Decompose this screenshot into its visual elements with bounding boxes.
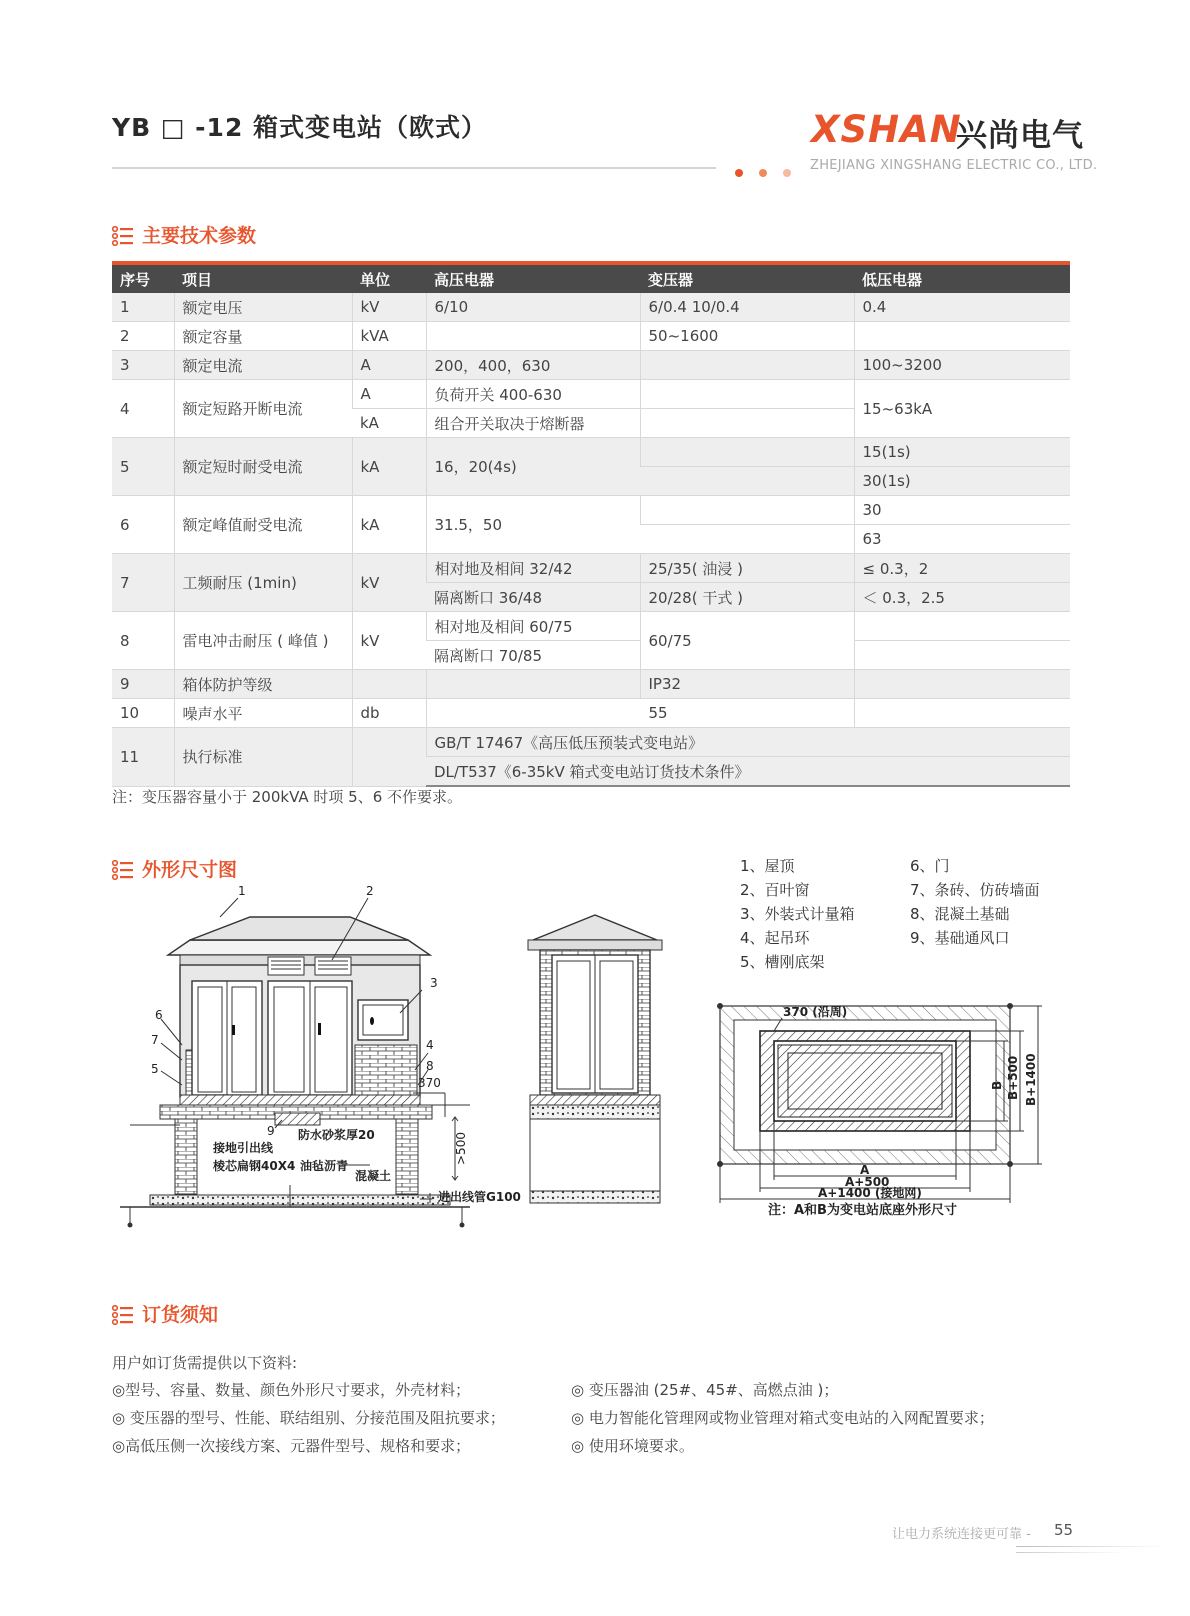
legend-item: 3、外装式计量箱 [740,905,855,923]
plan-dim-a1400: A+1400 (接地网) [818,1186,922,1200]
label-concrete: 混凝土 [355,1169,392,1183]
table-row [112,554,1070,583]
dim-370: 370 [418,1076,441,1090]
table-cell: 30(1s) [854,467,1070,496]
plan-dim-a500: A+500 [845,1175,890,1189]
table-cell: kV [352,293,426,322]
table-cell: 相对地及相间 32/42 [426,554,640,583]
header-rule [112,167,716,169]
table-row [112,322,1070,351]
table-cell: 箱体防护等级 [174,670,352,699]
table-cell [640,496,854,525]
table-row [112,380,1070,409]
table-row [112,612,1070,641]
table-cell: 63 [854,525,1070,554]
side-elevation [528,915,662,1203]
table-cell: 16，20(4s) [426,438,640,496]
table-cell: 8 [112,612,174,670]
table-cell: 9 [112,670,174,699]
col-header: 序号 [112,263,174,293]
logo-chinese: 兴尚电气 [956,118,1084,154]
label-felt: 油毡沥青 [300,1159,349,1173]
dot-3 [783,169,791,177]
legend-item: 1、屋顶 [740,857,795,875]
callout-7: 7 [151,1033,159,1047]
legend-right [910,854,1040,950]
page-title: YB □ -12 箱式变电站（欧式） [112,113,488,142]
table-cell: 5 [112,438,174,496]
table-cell: kA [352,438,426,496]
legend-item: 8、混凝土基础 [910,905,1010,923]
table-cell: 3 [112,351,174,380]
table-cell: 55 [426,699,854,728]
table-cell: A [352,380,426,409]
table-cell: 50~1600 [640,322,854,351]
plan-dim-370: 370 (沿周) [783,1005,848,1019]
table-cell: DL/T537《6-35kV 箱式变电站订货技术条件》 [426,757,1070,787]
plan-drawing [710,998,1070,1243]
table-cell [854,699,1070,728]
table-cell: 组合开关取决于熔断器 [426,409,640,438]
section-title: 主要技术参数 [142,225,257,247]
table-cell: 25/35( 油浸 ) [640,554,854,583]
legend-item: 4、起吊环 [740,929,810,947]
table-cell: 15(1s) [854,438,1070,467]
table-cell: A [352,351,426,380]
footer-rule [1016,1546,1166,1547]
table-cell: 100~3200 [854,351,1070,380]
table-cell: kVA [352,322,426,351]
front-elevation [120,898,470,1228]
table-cell: 额定电流 [174,351,352,380]
section-heading-dimensions [112,855,237,882]
label-grounding-lead: 接地引出线 [213,1141,274,1155]
list-item: ◎高低压侧一次接线方案、元器件型号、规格和要求； [112,1437,471,1455]
callout-6: 6 [155,1008,163,1022]
list-icon [112,226,134,246]
label-flat-steel: 棱芯扁钢40X4 [213,1159,296,1173]
table-row [112,728,1070,757]
table-cell: 20/28( 干式 ) [640,583,854,612]
table-cell: kV [352,612,426,670]
section-title: 外形尺寸图 [142,859,238,881]
table-row [112,670,1070,699]
footer-rule [1016,1552,1126,1553]
label-conduit: 进出线管G100 [438,1190,521,1204]
section-heading-specs [112,221,256,248]
table-cell [640,409,854,438]
table-cell [854,641,1070,670]
table-cell: 额定短时耐受电流 [174,438,352,496]
table-cell: 30 [854,496,1070,525]
list-icon [112,860,134,880]
table-cell: kA [352,409,426,438]
col-header: 变压器 [640,263,854,293]
company-name: ZHEJIANG XINGSHANG ELECTRIC CO., LTD. [810,158,1098,173]
logo-xshan: XSHAN [811,108,962,151]
callout-4: 4 [426,1038,434,1052]
col-header: 单位 [352,263,426,293]
label-waterproof: 防水砂浆厚20 [298,1128,375,1142]
table-cell [426,322,640,351]
table-cell: 6 [112,496,174,554]
table-cell [640,380,854,409]
legend-item: 9、基础通风口 [910,929,1010,947]
section-title: 订货须知 [142,1304,219,1326]
table-row [112,351,1070,380]
table-cell: 200，400，630 [426,351,640,380]
table-cell: db [352,699,426,728]
callout-1: 1 [238,884,246,898]
callout-8: 8 [426,1059,434,1073]
callout-5: 5 [151,1062,159,1076]
table-cell [352,670,426,699]
table-cell: 15~63kA [854,380,1070,438]
footer-slogan: 让电力系统连接更可靠 - [892,1527,1031,1542]
table-cell [640,525,854,554]
spec-table [112,261,1070,787]
table-cell [640,467,854,496]
legend-left [740,854,855,974]
table-row [112,699,1070,728]
callout-3: 3 [430,976,438,990]
table-row [112,496,1070,525]
table-cell: 4 [112,380,174,438]
table-cell: 隔离断口 36/48 [426,583,640,612]
table-note: 注：变压器容量小于 200kVA 时项 5、6 不作要求。 [112,788,463,806]
list-item: ◎型号、容量、数量、颜色外形尺寸要求，外壳材料； [112,1381,471,1399]
table-cell [352,728,426,787]
list-item: ◎ 电力智能化管理网或物业管理对箱式变电站的入网配置要求； [571,1409,994,1427]
plan-dim-a: A [860,1163,870,1177]
list-item: ◎ 变压器油 (25#、45#、高燃点油 )； [571,1381,839,1399]
callout-9: 9 [267,1124,275,1138]
list-item: ◎ 变压器的型号、性能、联结组别、分接范围及阻抗要求； [112,1409,505,1427]
legend-item: 5、槽刚底架 [740,953,825,971]
table-cell: kV [352,554,426,612]
table-cell: 6/0.4 10/0.4 [640,293,854,322]
section-heading-ordering [112,1300,218,1327]
plan-dim-b500: B+500 [1006,1055,1020,1100]
col-header: 低压电器 [854,263,1070,293]
table-cell: GB/T 17467《高压低压预装式变电站》 [426,728,1070,757]
dot-2 [759,169,767,177]
plan-dim-b1400: B+1400 [1024,1053,1038,1106]
header-dots [735,162,807,181]
table-cell: 7 [112,554,174,612]
legend-item: 7、条砖、仿砖墙面 [910,881,1040,899]
col-header: 项目 [174,263,352,293]
table-cell: 额定峰值耐受电流 [174,496,352,554]
table-cell [854,670,1070,699]
table-cell: 工频耐压 (1min) [174,554,352,612]
order-list-right [571,1376,994,1460]
dot-1 [735,169,743,177]
callout-2: 2 [366,884,374,898]
table-cell: 额定短路开断电流 [174,380,352,438]
table-cell: 隔离断口 70/85 [426,641,640,670]
table-cell: 11 [112,728,174,787]
table-cell: 10 [112,699,174,728]
page-number: 55 [1054,1521,1074,1539]
table-cell: ＜ 0.3，2.5 [854,583,1070,612]
table-cell: kA [352,496,426,554]
table-row [112,438,1070,467]
elevation-drawing [110,884,700,1265]
table-cell [640,438,854,467]
table-cell: 31.5，50 [426,496,640,554]
legend-item: 2、百叶窗 [740,881,810,899]
list-item: ◎ 使用环境要求。 [571,1437,694,1455]
table-cell: 噪声水平 [174,699,352,728]
table-cell: 6/10 [426,293,640,322]
table-cell: 额定容量 [174,322,352,351]
table-cell: 2 [112,322,174,351]
table-cell: 0.4 [854,293,1070,322]
table-cell: IP32 [640,670,854,699]
table-header-row [112,263,1070,293]
table-cell: 60/75 [640,612,854,670]
table-cell [640,351,854,380]
order-list-left [112,1376,505,1460]
table-cell: 执行标准 [174,728,352,787]
table-cell: 雷电冲击耐压 ( 峰值 ) [174,612,352,670]
order-intro: 用户如订货需提供以下资料: [112,1354,298,1372]
table-cell: 相对地及相间 60/75 [426,612,640,641]
legend-item: 6、门 [910,857,950,875]
list-icon [112,1305,134,1325]
table-cell: 负荷开关 400-630 [426,380,640,409]
table-cell [854,612,1070,641]
table-cell: ≤ 0.3，2 [854,554,1070,583]
table-cell [854,322,1070,351]
table-cell: 额定电压 [174,293,352,322]
table-cell [426,670,640,699]
dim-500: >500 [454,1132,468,1165]
table-cell: 1 [112,293,174,322]
plan-dim-b: B [990,1080,1004,1090]
table-row [112,293,1070,322]
col-header: 高压电器 [426,263,640,293]
plan-note: 注：A和B为变电站底座外形尺寸 [768,1203,957,1218]
